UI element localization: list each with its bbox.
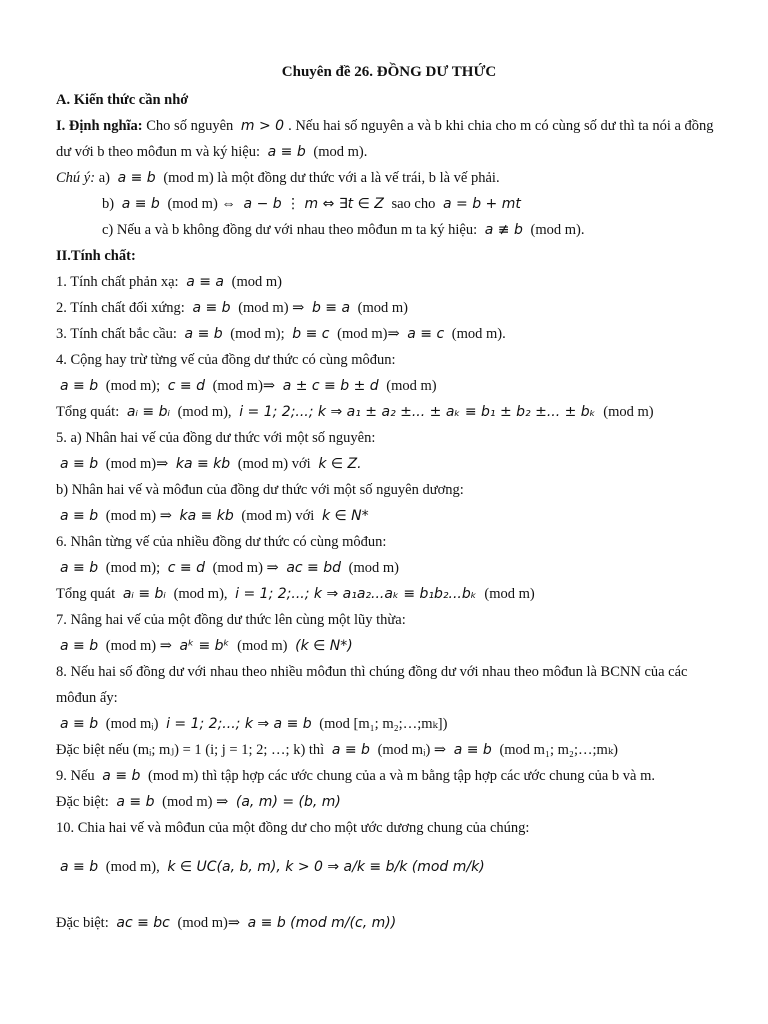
property-text: (mod m); [102,560,164,576]
formula: a ≡ b [121,196,160,212]
formula: a ≡ b [60,716,99,732]
property-text: (mod m)⇒ [333,326,404,342]
formula: (a, m) = (b, m) [235,794,341,810]
property-text: (mod m); [226,326,289,342]
property-text: (mod m₁; m₂;…;mₖ) [495,742,618,758]
property-text: (mod m); [102,378,164,394]
formula: a ≡ b [60,508,99,524]
formula: ac ≡ bd [286,560,342,576]
section-a-heading: A. Kiến thức cần nhớ [56,92,189,108]
formula: k ∈ Z. [318,456,362,472]
formula: ac ≡ bc [116,915,170,931]
property-text: Đặc biệt nếu (mᵢ; mⱼ) = 1 (i; j = 1; 2; …; k) thì [56,742,328,758]
formula: ka ≡ kb [175,456,231,472]
formula: aᵢ ≡ bᵢ [126,404,170,420]
property-text: Đặc biệt: [56,794,113,810]
property-text: (mod m) ⇒ [158,794,232,810]
property-9-special [56,789,722,815]
formula: a ≡ b [60,859,99,875]
property-text: (mod m) ⇒ [234,300,308,316]
definition-text-3: (mod m). [309,144,368,160]
formula: k ∈ N* [321,508,369,524]
definition-paragraph [56,113,722,165]
property-6-general [56,581,722,607]
property-1 [56,269,722,295]
note-b [56,191,722,217]
note-text: c) Nếu a và b không đồng dư với nhau theo môđun m ta ký hiệu: [102,222,481,238]
property-8-heading: 8. Nếu hai số đồng dư với nhau theo nhiều môđun thì chúng đồng dư với nhau theo môđun là BCNN của các môđun ấy: [56,664,688,706]
property-4-general [56,399,722,425]
property-text: Tổng quát: [56,404,123,420]
formula: a ± c ≡ b ± d [282,378,379,394]
formula: a ≡ b [60,560,99,576]
formula: a ≡ b [267,144,306,160]
note-text: sao cho [387,196,439,212]
property-text: (mod m), [173,404,236,420]
definition-label: I. Định nghĩa: [56,118,143,134]
property-text: (mod m) [480,586,535,602]
formula: aᵢ ≡ bᵢ [122,586,166,602]
formula: a ≡ b [116,794,155,810]
formula: a ≡ a [186,274,224,290]
note-a [56,165,722,191]
property-text: (mod m) với [234,456,315,472]
property-text: 3. Tính chất bắc cầu: [56,326,181,342]
property-5a-heading: 5. a) Nhân hai vế của đồng dư thức với một số nguyên: [56,430,376,446]
property-text: Tổng quát [56,586,119,602]
formula: b ≡ c [292,326,330,342]
formula: a ≡ b [117,170,156,186]
formula: ka ≡ kb [179,508,234,524]
formula: i = 1; 2;...; k ⇒ a ≡ b [166,716,312,732]
formula: a ≡ b [331,742,370,758]
section-ii-heading: II.Tính chất: [56,248,136,264]
property-text: (mod m) [233,638,292,654]
note-c [56,217,722,243]
formula: a = b + mt [442,196,521,212]
formula: a ≡ b [184,326,223,342]
property-text: (mod m) [227,274,282,290]
formula: i = 1; 2;...; k ⇒ a₁ ± a₂ ±... ± aₖ ≡ b₁ ± b₂ ±... ± bₖ [239,404,596,420]
formula: a − b ⋮ m ⇔ ∃t ∈ Z [243,196,384,212]
property-6-heading: 6. Nhân từng vế của nhiều đồng dư thức có cùng môđun: [56,534,387,550]
property-9 [56,763,722,789]
property-text: (mod m) ⇒ [102,508,176,524]
note-text: (mod m) ⇔ [163,196,240,212]
property-text: (mod m)⇒ [208,378,279,394]
property-5b-heading: b) Nhân hai vế và môđun của đồng dư thức với một số nguyên dương: [56,482,464,498]
property-text: 9. Nếu [56,768,99,784]
formula: c ≡ d [167,378,205,394]
formula: c ≡ d [167,560,205,576]
property-text: 2. Tính chất đối xứng: [56,300,189,316]
property-text: (mod m) với [237,508,318,524]
property-text: (mod m) ⇒ [102,638,176,654]
property-7-formula [56,633,722,659]
formula: a ≡ b (mod m/(c, m)) [247,915,397,931]
formula: k ∈ UC(a, b, m), k > 0 ⇒ a/k ≡ b/k (mod m/k) [167,859,485,875]
property-4-formula [56,373,722,399]
property-text: (mod m). [448,326,506,342]
definition-text-1: Cho số nguyên [142,118,237,134]
property-text: (mod m)⇒ [102,456,172,472]
note-text: (mod m) là một đồng dư thức với a là vế trái, b là vế phải. [159,170,500,186]
definition-text-2: . Nếu hai số nguyên a và b khi chia cho m có cùng số dư thì ta nói a đồng dư với b theo môđun m và ký hiệu: [56,118,714,160]
property-5a-formula [56,451,722,477]
property-2 [56,295,722,321]
formula: a ≢ b [484,222,523,238]
property-8-formula [56,711,722,737]
property-10-special [56,893,722,953]
property-7-heading: 7. Nâng hai vế của một đồng dư thức lên cùng một lũy thừa: [56,612,406,628]
formula: m > 0 [240,118,285,134]
property-text: (mod m) [354,300,409,316]
property-4-heading: 4. Cộng hay trừ từng vế của đồng dư thức có cùng môđun: [56,352,396,368]
property-text: (mod m) [599,404,654,420]
property-5b-formula [56,503,722,529]
property-text: Đặc biệt: [56,915,113,931]
property-text: (mod m), [102,859,164,875]
property-6-formula [56,555,722,581]
formula: a ≡ b [60,378,99,394]
property-text: (mod m), [169,586,232,602]
formula: i = 1; 2;...; k ⇒ a₁a₂...aₖ ≡ b₁b₂...bₖ [235,586,477,602]
note-label: Chú ý: [56,170,96,186]
property-text: (mod mᵢ) [102,716,163,732]
property-text: 1. Tính chất phản xạ: [56,274,183,290]
note-text: (mod m). [526,222,585,238]
property-text: (mod m) [345,560,399,576]
property-8-special [56,737,722,763]
property-3 [56,321,722,347]
note-text: a) [95,170,114,186]
note-text: b) [102,196,118,212]
formula: b ≡ a [311,300,351,316]
formula: aᵏ ≡ bᵏ [179,638,230,654]
formula: (k ∈ N*) [295,638,353,654]
formula: a ≡ b [453,742,492,758]
property-text: (mod m) [382,378,437,394]
property-10-heading: 10. Chia hai vế và môđun của một đồng dư cho một ước dương chung của chúng: [56,820,530,836]
property-text: (mod m)⇒ [173,915,244,931]
property-10-formula [56,841,722,893]
property-text: (mod [m₁; m₂;…;mₖ]) [315,716,448,732]
formula: a ≡ b [60,456,99,472]
document-title: Chuyên đề 26. ĐỒNG DƯ THỨC [281,64,497,80]
formula: a ≡ b [102,768,141,784]
property-text: (mod m) thì tập hợp các ước chung của a và m bằng tập hợp các ước chung của b và m. [144,768,656,784]
property-text: (mod m) ⇒ [208,560,283,576]
formula: a ≡ b [192,300,231,316]
formula: a ≡ c [407,326,445,342]
formula: a ≡ b [60,638,99,654]
property-text: (mod mᵢ) ⇒ [373,742,450,758]
